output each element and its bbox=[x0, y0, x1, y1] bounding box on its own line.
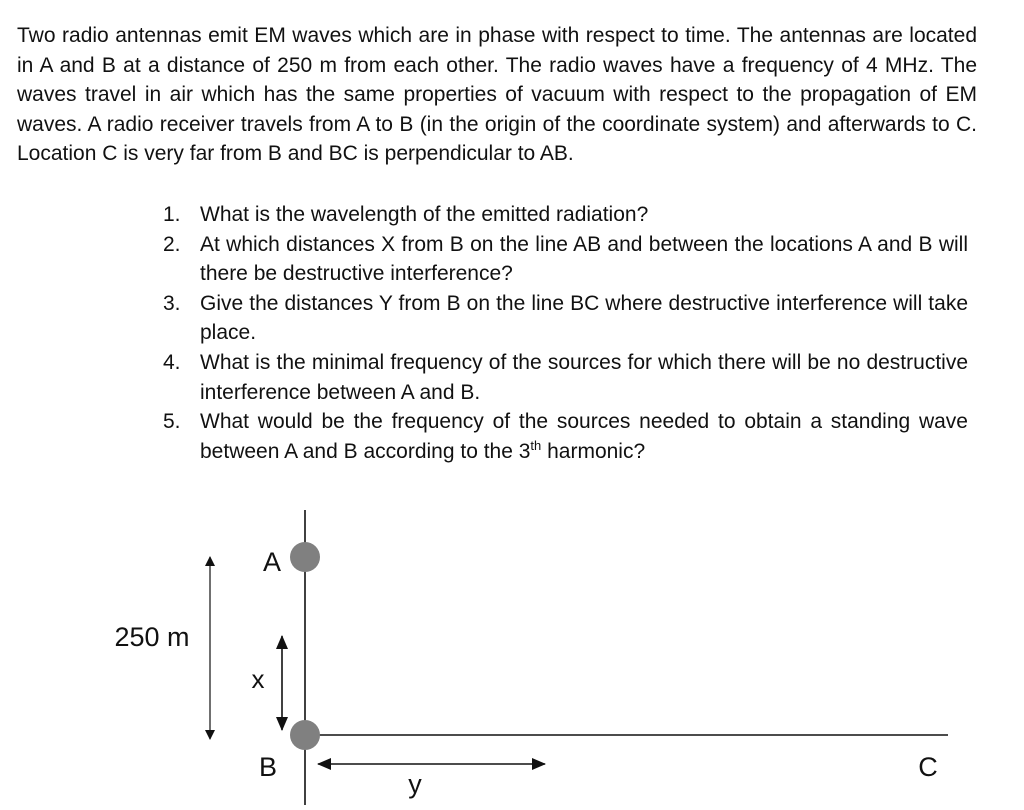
question-text-main: What would be the frequency of the sources needed to obtain a standing wave between A and B according to the 3 bbox=[200, 410, 968, 463]
question-item bbox=[163, 348, 968, 407]
label-a: A bbox=[262, 547, 282, 577]
y-label: y bbox=[408, 769, 422, 799]
question-text bbox=[200, 410, 968, 463]
question-number: 1. bbox=[163, 203, 181, 226]
question-number: 5. bbox=[163, 410, 181, 434]
question-number: 3. bbox=[163, 291, 181, 315]
question-text: Give the distances Y from B on the line BC where destructive interference will take place. bbox=[200, 291, 968, 345]
question-item bbox=[163, 230, 968, 289]
question-number: 4. bbox=[163, 350, 181, 374]
question-item bbox=[163, 200, 968, 230]
question-text: What is the minimal frequency of the sources for which there will be no destructive interference between A and B. bbox=[200, 350, 968, 404]
question-text: At which distances X from B on the line AB and between the locations A and B will there be destructive interference? bbox=[200, 232, 968, 286]
question-list bbox=[163, 200, 968, 466]
question-item bbox=[163, 289, 968, 348]
ordinal-superscript: th bbox=[530, 437, 542, 453]
question-text-end: harmonic? bbox=[541, 439, 646, 463]
antenna-diagram bbox=[0, 470, 1024, 810]
problem-statement: Two radio antennas emit EM waves which are in phase with respect to time. The antennas are located in A and B at a distance of 250 m from each other. The radio waves have a frequency of 4 MHz. The waves travel in air which has the same properties of vacuum with respect to the propagation of EM waves. A radio receiver travels from A to B (in the origin of the coordinate system) and afterwards to C. Location C is very far from B and BC is perpendicular to AB. bbox=[17, 24, 977, 166]
question-text: What is the wavelength of the emitted radiation? bbox=[200, 203, 649, 226]
x-label: x bbox=[251, 664, 265, 694]
question-item bbox=[163, 407, 968, 466]
question-number: 2. bbox=[163, 232, 181, 256]
label-b: B bbox=[258, 752, 278, 782]
label-c: C bbox=[918, 752, 938, 782]
antenna-b bbox=[290, 720, 320, 750]
antenna-a bbox=[290, 542, 320, 572]
distance-label: 250 m bbox=[114, 622, 190, 652]
